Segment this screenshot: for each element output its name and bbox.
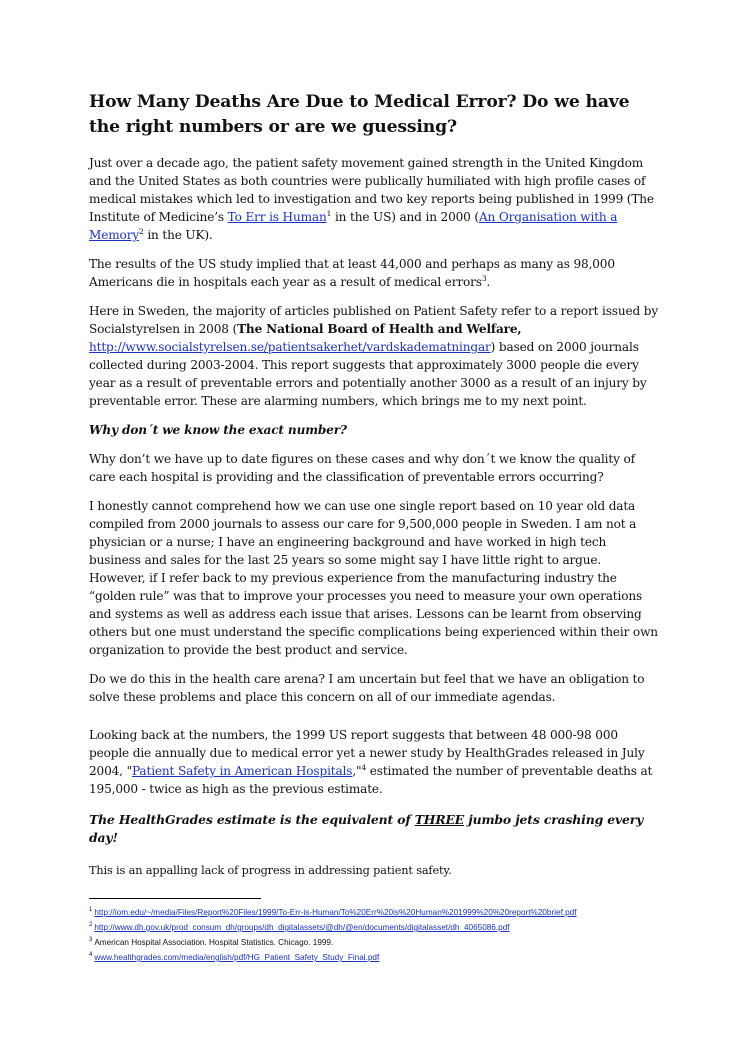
link-organisation-with-memory[interactable]: An Organisation with a Memory: [89, 210, 618, 242]
footnote-2: $^2$ http://www.dh.gov.uk/prod_consum_dh/groups/dh_digitalassets/@dh/@en/documents/digitalasset/dh_4065086.pdf: [89, 922, 510, 932]
footnote-4: $^4$ www.healthgrades.com/media/english/pdf/HG_Patient_Safety_Study_Final.pdf: [89, 952, 380, 962]
footnote-ref-2: 2: [139, 226, 144, 236]
footnote-ref-4: 4: [361, 762, 367, 772]
link-patient-safety-american-hospitals[interactable]: Patient Safety in American Hospitals: [131, 764, 353, 778]
paragraph-sweden: Here in Sweden, the majority of articles published on Patient Safety refer to a report issued by Socialstyrelsen in 2008 (The National Board of Health and Welfare, http://www.socialstyrelsen.se/patientsakerhet/vardskadematningar) based on 2000 journals collected during 2003-2004. This report suggests that approximately 3000 people die every year as a result of preventable errors and potentially another 3000 as a result of an injury by preventable error. These are alarming numbers, which brings me to my next point.: [89, 304, 659, 408]
footnote-divider: [89, 898, 261, 899]
paragraph-comprehend: I honestly cannot comprehend how we can use one single report based on 10 year old data compiled from 2000 journals to assess our care for 9,500,000 people in Sweden. I am not a physician or a nurse; I have an engineering background and have worked in high tech business and sales for the last 25 years so some might say I have little right to argue. However, if I refer back to my previous experience from the manufacturing industry the “golden rule” was that to improve your processes you need to measure your own operations and systems as well as address each issue that arises. Lessons can be learnt from observing others but one must understand the specific complications being experienced within their own organization to provide the best product and service.: [89, 499, 658, 657]
footnote-ref-3: 3: [481, 273, 487, 283]
paragraph-us-results: The results of the US study implied that at least 44,000 and perhaps as many as 98,000 Americans die in hospitals each year as a result of medical errors$^3$.: [89, 257, 615, 289]
board-name: The National Board of Health and Welfare,: [237, 322, 522, 336]
paragraph-why: Why don’t we have up to date figures on these cases and why don´t we know the quality of care each hospital is providing and the classification of preventable errors occurring?: [89, 452, 635, 484]
section-subheading: Why don´t we know the exact number?: [89, 423, 347, 437]
footnote-3-text: American Hospital Association. Hospital Statistics. Chicago. 1999.: [94, 938, 334, 947]
link-to-err-is-human[interactable]: To Err is Human: [227, 210, 327, 224]
emphasis-three: THREE: [414, 812, 465, 827]
closing-sentence: This is an appalling lack of progress in addressing patient safety.: [89, 864, 452, 877]
link-socialstyrelsen[interactable]: http://www.socialstyrelsen.se/patientsakerhet/vardskadematningar: [89, 340, 491, 354]
footnote-4-link[interactable]: www.healthgrades.com/media/english/pdf/HG_Patient_Safety_Study_Final.pdf: [94, 953, 380, 962]
paragraph-numbers: Looking back at the numbers, the 1999 US report suggests that between 48 000-98 000 people die annually due to medical error yet a newer study by HealthGrades released in July 2004, "Patient Safety in American Hospitals,"$^4$ estimated the number of preventable deaths at 195,000 - twice as high as the previous estimate.: [89, 728, 653, 796]
footnote-3: $^3$ American Hospital Association. Hospital Statistics. Chicago. 1999.: [89, 937, 334, 947]
footnotes: [89, 905, 669, 965]
page-title: How Many Deaths Are Due to Medical Error? Do we have the right numbers or are we guessing?: [89, 92, 630, 137]
callout-statement: The HealthGrades estimate is the equivalent of THREE jumbo jets crashing every day!: [89, 812, 644, 845]
footnote-ref-1: 1: [326, 208, 332, 218]
footnote-2-link[interactable]: http://www.dh.gov.uk/prod_consum_dh/groups/dh_digitalassets/@dh/@en/documents/digitalasset/dh_4065086.pdf: [94, 923, 510, 932]
paragraph-intro: Just over a decade ago, the patient safety movement gained strength in the United Kingdom and the United States as both countries were publically humiliated with high profile cases of medical mistakes which led to investigation and two key reports being published in 1999 (The Institute of Medicine’s To Err is Human$^1$ in the US) and in 2000 (An Organisation with a Memory$^2$ in the UK).: [89, 156, 654, 242]
footnote-1-link[interactable]: http://iom.edu/~/media/Files/Report%20Files/1999/To-Err-is-Human/To%20Err%20is%20Human%201999%20%20report%20brief.pdf: [94, 908, 577, 917]
paragraph-health-care: Do we do this in the health care arena? I am uncertain but feel that we have an obligation to solve these problems and place this concern on all of our immediate agendas.: [89, 672, 645, 704]
article-body: [89, 90, 659, 891]
footnote-1: $^1$ http://iom.edu/~/media/Files/Report%20Files/1999/To-Err-is-Human/To%20Err%20is%20Human%201999%20%20report%20brief.pdf: [89, 907, 577, 917]
